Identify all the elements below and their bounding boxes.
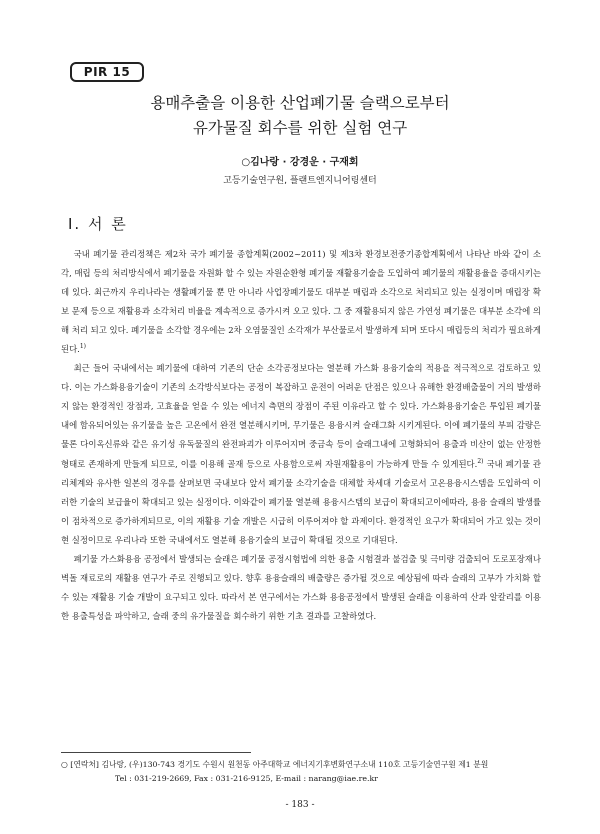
author-list: ○김나랑 · 강경운 · 구재회 [241,157,359,168]
affiliation: 고등기술연구원, 플랜트엔지니어링센터 [223,176,377,186]
body-text [61,245,541,626]
citation-ref: 1) [79,343,87,351]
paragraph-text-continued: 국내 폐기물 관리체계와 유사한 일본의 경우를 살펴보면 국내보다 앞서 폐기물 소각기술을 대체할 차세대 기술로서 고온용융시스템을 도입하여 이러한 기술의 보급율이 확대되고 있는 실정이다. 이와같이 폐기물 열분해 용융시스템의 보급이 확대되고이에따라, 용융 슬래의 발생률이 점차적으로 증가하게되므로, 이의 재활용 기술 개발은 시급히 이루어져야 할 과제이다. 환경적인 요구가 확대되어 가고 있는 것이 현 실정이므로 우리나라 또한 국내에서도 열분해 용융기술의 보급이 확대될 것으로 기대된다. [61,458,541,545]
paper-title-line-1: 용매추출을 이용한 산업폐기물 슬랙으로부터 [150,94,450,112]
paragraph-text: 최근 들어 국내에서는 폐기물에 대하여 기존의 단순 소각공정보다는 열분해 가스화 용융기술의 적용을 적극적으로 검토하고 있다. 이는 가스화용융기술이 기존의 소각방식보다는 공정이 복잡하고 운전이 어려운 단점은 있으나 유해한 환경배출물이 거의 발생하지 않는 환경적인 장점과, 고효율을 얻을 수 있는 에너지 측면의 장점이 주된 이유라고 할 수 있다. 가스화용융기술은 투입된 폐기물 내에 함유되어있는 유기물을 높은 고온에서 완전 열분해시키며, 무기물은 용융시켜 슬래그화 시키게된다. 이에 폐기물의 부피 감량은 물론 다이옥신류와 같은 유기성 유독물질의 완전파괴가 이루어지며 중금속 등이 슬래그내에 고형화되어 용출과 비산이 없는 안정한 형태로 존재하게 만들게 되므로, 이를 이용해 골재 등으로 사용함으로써 자원재활용이 가능하게 만들 수 있게된다. [61,363,541,469]
footnote-contact: ○ [연락처] 김나랑, (우)130-743 경기도 수원시 원천동 아주대학교 에너지기후변화연구소내 110호 고등기술연구원 제1 분원 [61,760,489,769]
session-code-badge: PIR 15 [70,62,144,82]
page-number: - 183 - [285,800,315,810]
paper-title-line-2: 유가물질 회수를 위한 실험 연구 [192,119,408,137]
paragraph-text: 국내 폐기물 관리정책은 제2차 국가 폐기물 종합계획(2002~2011) 및 제3차 환경보전중기종합계획에서 나타난 바와 같이 소각, 매립 등의 처리방식에서 폐기물을 자원화 할 수 있는 자원순환형 폐기물 재활용기술을 도입하여 폐기물의 재활용율을 증대시키는데 있다. 최근까지 우리나라는 생활폐기물 뿐 만 아니라 사업장폐기물도 대부분 매립과 소각으로 처리되고 있는 실정이며 매립장 확보 문제 등으로 재활용과 소각처리 비율을 계속적으로 증가시켜 오고 있다. 그 중 재활용되지 않은 가연성 폐기물은 대부분 소각에 의해 처리 되고 있다. 폐기물을 소각할 경우에는 2차 오염물질인 소각재가 부산물로서 발생하게 되며 또다시 매립등의 처리가 필요하게 된다. [61,249,541,355]
footnote-divider [61,752,251,753]
footnote [61,758,541,786]
paragraph-1 [61,245,541,359]
section-heading-introduction: I. 서 론 [68,215,128,233]
paragraph-2 [61,359,541,549]
paragraph-3 [61,550,541,626]
paragraph-text: 폐기물 가스화용융 공정에서 발생되는 슬래은 폐기물 공정시험법에 의한 용출 시험결과 불검출 및 극미량 검출되어 도로포장재나 벽돌 재료로의 재활용 연구가 주로 진행되고 있다. 향후 용융슬래의 배출량은 증가될 것으로 예상됨에 따라 슬래의 고부가 가치화 할 수 있는 재활용 기술 개발이 요구되고 있다. 따라서 본 연구에서는 가스화 용융공정에서 발생된 슬래을 이용하여 산과 알칼리를 이용한 용출특성을 파악하고, 슬래 중의 유가물질을 회수하기 위한 기초 결과를 고찰하였다. [61,553,541,621]
citation-ref: 2) [477,457,484,465]
footnote-phone-email: Tel : 031-219-2669, Fax : 031-216-9125, E-mail : narang@iae.re.kr [115,774,378,783]
